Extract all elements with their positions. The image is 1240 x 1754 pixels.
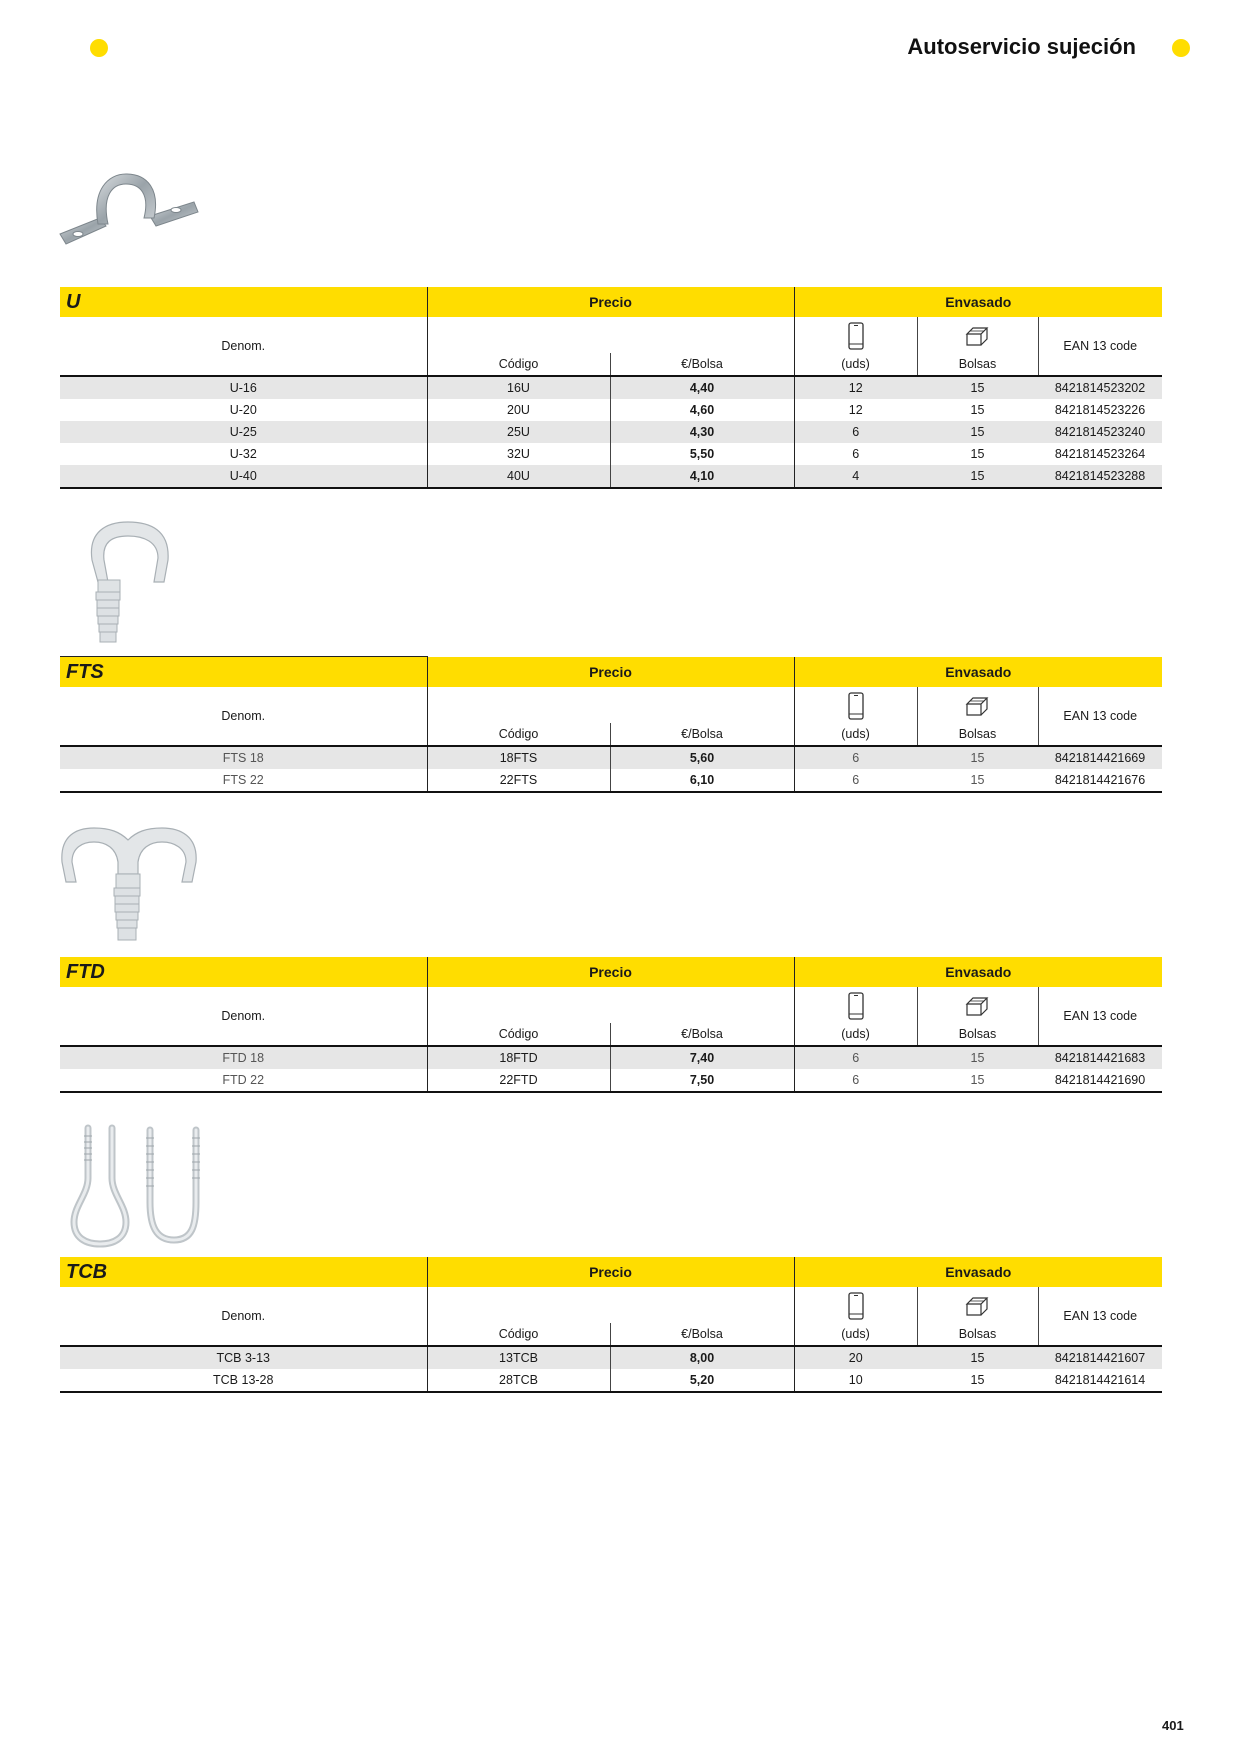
bolsas-header: Bolsas [917,353,1038,376]
uds-cell: 20 [794,1346,917,1369]
codigo-header: Código [427,1023,610,1046]
page-number: 401 [1162,1718,1184,1733]
uds-cell: 6 [794,769,917,792]
table-row [60,465,1162,488]
table-u [60,287,1162,489]
header-dot-right-icon [1172,39,1190,57]
bolsas-cell: 15 [970,403,985,417]
bolsas-cell: 15 [917,1369,1038,1392]
codigo-header: Código [427,1323,610,1346]
uds-cell: 12 [794,399,917,421]
ean-cell: 8421814523202 [1038,376,1162,399]
bolsas-header: Bolsas [917,1023,1038,1046]
denom-cell: FTS 22 [60,769,427,792]
box-icon [917,987,1038,1023]
ean-header: EAN 13 code [1038,1287,1162,1346]
bolsas-cell: 15 [917,1069,1038,1092]
ean-header: EAN 13 code [1038,317,1162,376]
codigo-header: Código [427,723,610,746]
ean-cell: 8421814421614 [1038,1369,1162,1392]
uds-cell: 12 [794,376,917,399]
uds-cell: 6 [794,746,917,769]
bolsas-cell: 15 [917,1046,1038,1069]
ean-cell: 8421814523226 [1054,403,1146,417]
envasado-header: Envasado [794,287,1162,317]
codigo-cell: 32U [427,443,610,465]
bolsas-cell: 15 [917,421,1038,443]
price-cell: 5,20 [610,1369,794,1392]
family-title: FTS [60,657,427,688]
denom-cell: TCB 3-13 [60,1346,427,1369]
bolsas-cell: 15 [917,376,1038,399]
codigo-cell: 22FTD [427,1069,610,1092]
bolsas-cell: 15 [917,746,1038,769]
ean-cell: 8421814523264 [1054,447,1146,461]
bolsas-header: Bolsas [917,723,1038,746]
phone-bag-icon [794,687,917,723]
phone-bag-icon [794,987,917,1023]
precio-header: Precio [427,1257,794,1287]
denom-cell: U-32 [229,447,257,461]
denom-cell: FTS 18 [60,746,427,769]
envasado-header: Envasado [794,1257,1162,1287]
codigo-cell: 20U [427,399,610,421]
box-icon [917,1287,1038,1323]
price-cell: 8,00 [610,1346,794,1369]
price-cell: 5,60 [610,746,794,769]
phone-bag-icon [794,1287,917,1323]
table-row [60,399,1162,421]
uds-cell: 6 [794,421,917,443]
family-title: U [60,287,427,317]
euro-bolsa-header: €/Bolsa [610,1023,794,1046]
codigo-header: Código [427,353,610,376]
codigo-cell: 25U [427,421,610,443]
ean-cell: 8421814421669 [1038,746,1162,769]
euro-bolsa-header: €/Bolsa [610,723,794,746]
table-fts [60,656,1162,793]
euro-bolsa-header: €/Bolsa [610,353,794,376]
codigo-cell: 13TCB [427,1346,610,1369]
table-row [60,769,1162,792]
phone-bag-icon [794,317,917,353]
price-cell: 4,40 [610,376,794,399]
denom-cell: TCB 13-28 [60,1369,427,1392]
table-tcb [60,1257,1162,1393]
uds-cell: 6 [794,1046,917,1069]
u-clamp-image [58,172,200,252]
uds-cell: 10 [794,1369,917,1392]
denom-header: Denom. [60,1287,427,1346]
price-cell: 4,60 [610,399,794,421]
precio-header: Precio [427,287,794,317]
denom-header: Denom. [60,987,427,1046]
price-cell: 4,10 [610,465,794,488]
denom-cell: U-20 [229,403,257,417]
ean-header: EAN 13 code [1038,687,1162,746]
table-row [60,443,1162,465]
codigo-cell: 40U [427,465,610,488]
table-row [60,1069,1162,1092]
family-title: TCB [60,1257,427,1287]
price-cell: 4,30 [610,421,794,443]
denom-cell: U-40 [60,465,427,488]
price-cell: 7,50 [610,1069,794,1092]
precio-header: Precio [427,957,794,987]
uds-header: (uds) [794,1023,917,1046]
bolsas-cell: 15 [970,447,985,461]
envasado-header: Envasado [794,957,1162,987]
uds-header: (uds) [794,353,917,376]
bolsas-cell: 15 [917,769,1038,792]
denom-cell: FTD 22 [60,1069,427,1092]
ean-cell: 8421814421690 [1038,1069,1162,1092]
uds-cell: 6 [794,443,917,465]
tcb-clip-image [66,1122,202,1250]
euro-bolsa-header: €/Bolsa [610,1323,794,1346]
table-row [60,1346,1162,1369]
table-ftd [60,957,1162,1093]
price-cell: 6,10 [610,769,794,792]
ean-cell: 8421814421607 [1038,1346,1162,1369]
table-row [60,1369,1162,1392]
header-dot-left-icon [90,39,108,57]
codigo-cell: 28TCB [427,1369,610,1392]
denom-cell: FTD 18 [60,1046,427,1069]
bolsas-cell: 15 [917,465,1038,488]
uds-header: (uds) [794,723,917,746]
ean-cell: 8421814523288 [1038,465,1162,488]
ean-cell: 8421814523240 [1038,421,1162,443]
envasado-header: Envasado [794,657,1162,688]
ean-header: EAN 13 code [1038,987,1162,1046]
table-row [60,746,1162,769]
table-row [60,421,1162,443]
ftd-clip-image [58,822,200,947]
bolsas-cell: 15 [917,1346,1038,1369]
uds-cell: 6 [794,1069,917,1092]
ean-cell: 8421814421676 [1038,769,1162,792]
codigo-cell: 16U [427,376,610,399]
denom-header: Denom. [60,317,427,376]
uds-cell: 4 [794,465,917,488]
codigo-cell: 22FTS [427,769,610,792]
denom-cell: U-25 [60,421,427,443]
denom-header: Denom. [60,687,427,746]
price-cell: 5,50 [610,443,794,465]
fts-clip-image [84,520,176,645]
family-title: FTD [60,957,427,987]
precio-header: Precio [427,657,794,688]
table-row [60,1046,1162,1069]
codigo-cell: 18FTS [427,746,610,769]
uds-header: (uds) [794,1323,917,1346]
ean-cell: 8421814421683 [1038,1046,1162,1069]
bolsas-header: Bolsas [917,1323,1038,1346]
box-icon [917,687,1038,723]
box-icon [917,317,1038,353]
denom-cell: U-16 [60,376,427,399]
page-title: Autoservicio sujeción [907,34,1136,59]
price-cell: 7,40 [610,1046,794,1069]
table-row [60,376,1162,399]
codigo-cell: 18FTD [427,1046,610,1069]
